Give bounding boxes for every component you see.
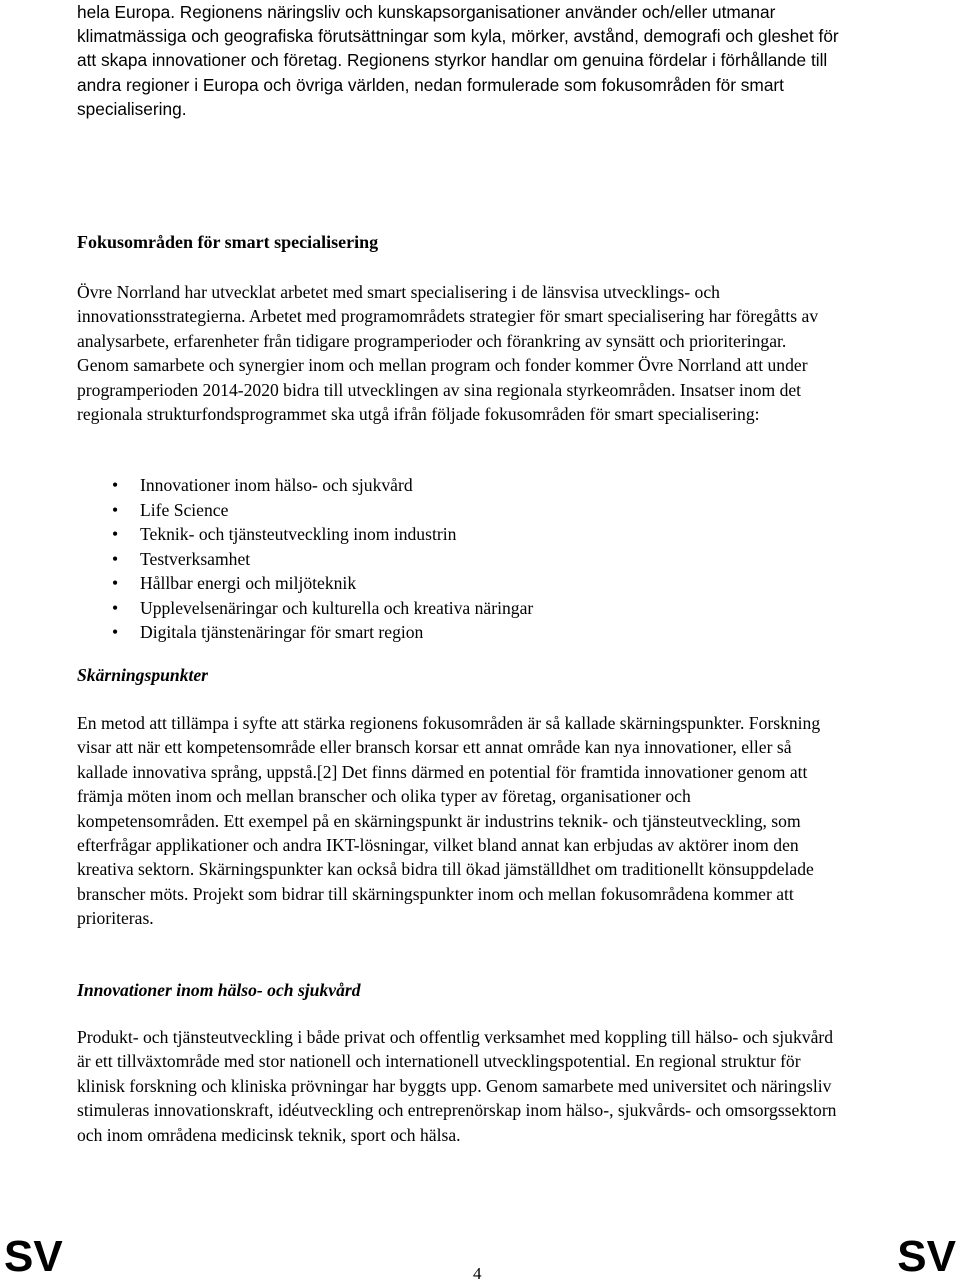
section-heading-health-innovation: Innovationer inom hälso- och sjukvård	[77, 980, 361, 1000]
list-item	[112, 522, 533, 547]
list-item	[112, 620, 533, 645]
list-item-label: Digitala tjänstenäringar för smart region	[140, 622, 424, 642]
list-item-label: Life Science	[140, 499, 229, 520]
list-item	[112, 473, 533, 498]
list-item	[112, 547, 533, 572]
list-item	[112, 498, 533, 523]
section-heading-intersections: Skärningspunkter	[77, 665, 209, 685]
health-innovation-paragraph: Produkt- och tjänsteutveckling i både privat och offentlig verksamhet med koppling till hälso- och sjukvård är ett tillväxtområde med stor nationell och internationell utvecklingspotential. En regional struktur för klinisk forskning och kliniska prövningar har byggts upp. Genom samarbete med universitet och näringsliv stimuleras innovationskraft, idéutveckling och entreprenörskap inom hälso-, sjukvårds- och omsorgssektorn och inom områdena medicinsk teknik, sport och hälsa.	[77, 1027, 837, 1145]
bullet-icon: •	[112, 499, 119, 520]
bullet-icon: •	[112, 622, 119, 642]
list-item	[112, 596, 533, 621]
focus-areas-paragraph: Övre Norrland har utvecklat arbetet med smart specialisering i de länsvisa utvecklings- och innovationsstrategierna. Arbetet med programområdets strategier för smart specialisering har föregåtts av analysarbete, erfarenheter från tidigare programperioder och förankring av synsätt och prioriteringar. Genom samarbete och synergier inom och mellan program och fonder kommer Övre Norrland att under programperioden 2014-2020 bidra till utvecklingen av sina regionala styrkeområden. Insatser inom det regionala strukturfondsprogrammet ska utgå ifrån följade fokusområden för smart specialisering:	[77, 282, 819, 425]
bullet-icon: •	[112, 573, 119, 593]
focus-areas-list	[112, 473, 533, 645]
list-item-label: Innovationer inom hälso- och sjukvård	[140, 475, 413, 495]
list-item-label: Hållbar energi och miljöteknik	[140, 573, 357, 593]
footer-language-mark-right: SV	[897, 1232, 956, 1281]
intersections-paragraph: En metod att tillämpa i syfte att stärka regionens fokusområden är så kallade skärningspunkter. Forskning visar att när ett kompetensområde eller bransch korsar ett annat område kan nya innovationer, eller så kallade innovativa språng, uppstå.[2] Det finns därmed en potential för framtida innovationer genom att främja möten inom och mellan branscher och olika typer av företag, organisationer och kompetensområden. Ett exempel på en skärningspunkt är industrins teknik- och tjänsteutveckling, som efterfrågar applikationer och andra IKT-lösningar, vilket bland annat kan erbjudas av aktörer inom den kreativa sektorn. Skärningspunkter kan också bidra till ökad jämställdhet om traditionellt könsuppdelade branscher möts. Projekt som bidrar till skärningspunkter inom och mellan fokusområdena kommer att prioriteras.	[77, 713, 821, 929]
footer-language-mark-left: SV	[4, 1232, 63, 1281]
bullet-icon: •	[112, 548, 119, 569]
list-item-label: Teknik- och tjänsteutveckling inom industrin	[140, 524, 457, 544]
page-number: 4	[473, 1264, 482, 1283]
bullet-icon: •	[112, 524, 119, 544]
bullet-icon: •	[112, 475, 119, 495]
list-item-label: Testverksamhet	[140, 548, 251, 569]
list-item-label: Upplevelsenäringar och kulturella och kreativa näringar	[140, 597, 534, 618]
section-heading-focus-areas: Fokusområden för smart specialisering	[77, 232, 379, 252]
bullet-icon: •	[112, 597, 119, 618]
intro-paragraph: hela Europa. Regionens näringsliv och kunskapsorganisationer använder och/eller utmanar klimatmässiga och geografiska förutsättningar som kyla, mörker, avstånd, demografi och gleshet för att skapa innovationer och företag. Regionens styrkor handlar om genuina fördelar i förhållande till andra regioner i Europa och övriga världen, nedan formulerade som fokusområden för smart specialisering.	[77, 2, 839, 119]
list-item	[112, 571, 533, 596]
